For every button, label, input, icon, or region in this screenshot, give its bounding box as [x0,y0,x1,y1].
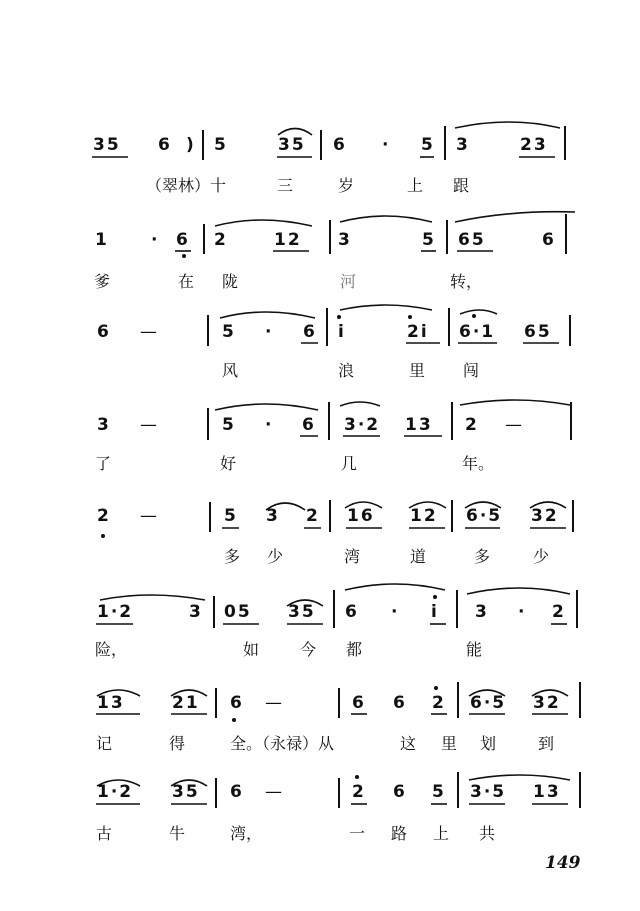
high-dot [472,314,476,318]
note: 5 [422,230,436,250]
note: 3 [189,602,203,622]
note: 6 [302,415,316,435]
lyric: 今 [300,640,317,659]
lyric: 共 [479,824,496,843]
note: — [140,322,159,342]
note: 6 [393,693,407,713]
slur [467,588,570,594]
lyric: 道 [410,547,427,566]
lyric: 都 [346,640,363,659]
notation-row-7 [0,693,640,723]
note: 32 [533,693,561,713]
high-dot [408,315,412,319]
note: — [505,415,524,435]
lyric: 得 [169,734,186,753]
note: 5 [222,322,236,342]
lyric: 多 [474,547,491,566]
lyric: 路 [391,824,408,843]
lyrics-row-1 [0,176,640,200]
note: 12 [274,230,302,250]
high-dot [337,315,341,319]
note: 23 [520,135,548,155]
lyrics-row-7 [0,734,640,758]
note: 3 [97,415,111,435]
lyric: 好 [220,454,237,473]
notation-row-5 [0,506,640,536]
notation-row-3 [0,322,640,352]
lyric: 跟 [453,176,470,195]
note: 2 [465,415,479,435]
lyrics-row-6 [0,640,640,664]
note: 13 [533,782,561,802]
note: ) [186,135,196,155]
note: 21 [172,693,200,713]
note: 6 [303,322,317,342]
note: 2 [97,506,111,526]
note: 5 [222,415,236,435]
lyric: 闯 [463,361,480,380]
notation-row-6 [0,602,640,632]
note: 65 [524,322,552,342]
lyric: 能 [466,640,483,659]
note: — [140,415,159,435]
note: · [265,322,274,342]
slur [455,122,560,128]
note: 6 [230,782,244,802]
lyric: 湾， [230,824,263,843]
lyric: 了 [95,454,112,473]
note: 2 [552,602,566,622]
lyric: （翠林）十 [146,176,227,195]
note: 13 [405,415,433,435]
note: 65 [458,230,486,250]
note: 32 [531,506,559,526]
note: · [518,602,527,622]
slur [469,775,570,780]
lyric: 上 [407,176,424,195]
slur [460,310,497,314]
note: i [338,322,346,342]
lyric: 几 [341,454,358,473]
note: 6 [345,602,359,622]
note: 1·2 [97,602,134,622]
lyric: 里 [409,361,426,380]
lyric: 多 [224,547,241,566]
lyric: 一 [349,824,366,843]
note: 5 [432,782,446,802]
note: 6 [97,322,111,342]
lyrics-row-8 [0,824,640,848]
lyric: 河 [340,272,357,291]
lyric: 划 [480,734,497,753]
note: 3 [456,135,470,155]
note: 1 [95,230,109,250]
notation-row-2 [0,230,640,260]
note: 3·2 [344,415,381,435]
note: 6 [352,693,366,713]
slur [215,220,312,226]
slur [455,212,575,222]
lyric: 牛 [169,824,186,843]
note: i [431,602,439,622]
page-number: 149 [545,853,581,873]
lyric: 这 [400,734,417,753]
note: 35 [288,602,316,622]
note: 12 [410,506,438,526]
lyric: 全。（永禄）从 [230,734,335,753]
note: 3 [338,230,352,250]
note: 3 [266,506,280,526]
note: 35 [93,135,121,155]
high-dot [433,595,437,599]
notation-row-8 [0,782,640,812]
note: — [265,693,284,713]
lyric: 年。 [462,454,495,473]
lyric: 爹 [94,272,111,291]
high-dot [355,775,359,779]
slur [460,400,570,405]
note: 3 [475,602,489,622]
lyric: 如 [243,640,260,659]
note: 2 [214,230,228,250]
slur [345,584,445,590]
notation-row-1 [0,135,640,165]
note: 6 [393,782,407,802]
note: · [265,415,274,435]
note: 05 [224,602,252,622]
slur [340,216,432,222]
lyric: 湾 [344,547,361,566]
lyric: 浪 [338,361,355,380]
note: — [140,506,159,526]
note: 6·5 [470,693,507,713]
slur [215,404,318,410]
note: 5 [421,135,435,155]
slur [340,402,380,406]
lyric: 少 [533,547,550,566]
lyrics-row-3 [0,361,640,385]
lyrics-row-2 [0,272,640,296]
slur [100,595,205,600]
lyric: 陇 [222,272,239,291]
lyrics-row-4 [0,454,640,478]
lyric: 到 [538,734,555,753]
note: 5 [224,506,238,526]
high-dot [434,686,438,690]
note: 6 [230,693,244,713]
lyric: 风 [222,361,239,380]
note: — [265,782,284,802]
note: 6·5 [466,506,503,526]
note: 2i [407,322,429,342]
note: 6·1 [459,322,496,342]
lyric: 在 [178,272,195,291]
lyric: 岁 [338,176,355,195]
lyric: 三 [277,176,294,195]
note: 6 [176,230,190,250]
note: · [391,602,400,622]
note: 6 [158,135,172,155]
note: 2 [306,506,320,526]
note: 16 [347,506,375,526]
note: 6 [542,230,556,250]
slur [220,312,315,318]
lyric: 少 [267,547,284,566]
lyrics-row-5 [0,547,640,571]
lyric: 险， [95,640,128,659]
note: · [382,135,391,155]
note: · [151,230,160,250]
note: 35 [278,135,306,155]
note: 2 [432,693,446,713]
lyric: 记 [96,734,113,753]
note: 1·2 [97,782,134,802]
note: 2 [352,782,366,802]
note: 6 [333,135,347,155]
note: 3·5 [470,782,507,802]
slur [340,305,432,310]
lyric: 里 [441,734,458,753]
lyric: 转， [450,272,483,291]
note: 5 [214,135,228,155]
note: 35 [172,782,200,802]
notation-row-4 [0,415,640,445]
note: 13 [97,693,125,713]
lyric: 上 [433,824,450,843]
lyric: 古 [96,824,113,843]
